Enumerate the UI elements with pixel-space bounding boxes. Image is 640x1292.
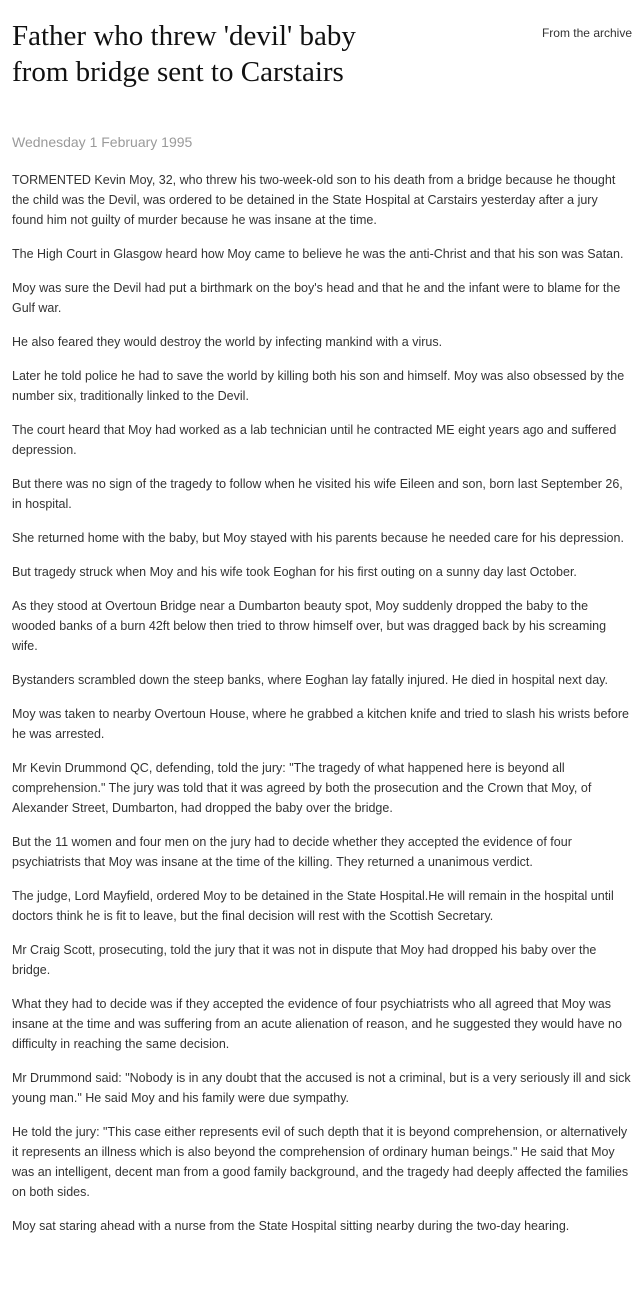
article-paragraph: He also feared they would destroy the world by infecting mankind with a virus.	[12, 335, 443, 349]
article-paragraph: The court heard that Moy had worked as a lab technician until he contracted ME eight years ago and suffered depression.	[12, 423, 617, 457]
article-paragraph: But there was no sign of the tragedy to follow when he visited his wife Eileen and son, born last September 26, in hospital.	[12, 477, 623, 511]
from-the-archive-link[interactable]: From the archive	[541, 26, 632, 40]
article-headline: Father who threw 'devil' baby from bridge sent to Carstairs	[12, 20, 356, 88]
article-paragraph: What they had to decide was if they accepted the evidence of four psychiatrists who all agreed that Moy was insane at the time and was suffering from an acute alienation of reason, and he suggested they would have no difficulty in reaching the same decision.	[12, 997, 622, 1051]
article-paragraph: She returned home with the baby, but Moy stayed with his parents because he needed care for his depression.	[12, 531, 624, 545]
article-paragraph: Mr Drummond said: "Nobody is in any doubt that the accused is not a criminal, but is a very seriously ill and sick young man." He said Moy and his family were due sympathy.	[12, 1071, 631, 1105]
article-paragraph: The judge, Lord Mayfield, ordered Moy to be detained in the State Hospital.He will remain in the hospital until doctors think he is fit to leave, but the final decision will rest with the Scottish Secretary.	[12, 889, 614, 923]
article-paragraph: He told the jury: "This case either represents evil of such depth that it is beyond comprehension, or alternatively it represents an illness which is also beyond the comprehension of ordinary human beings." He said that Moy was an intelligent, decent man from a good family background, and the tragedy had deeply affected the families on both sides.	[12, 1125, 629, 1199]
article-paragraph: As they stood at Overtoun Bridge near a Dumbarton beauty spot, Moy suddenly dropped the baby to the wooded banks of a burn 42ft below then tried to throw himself over, but was dragged back by his screaming wife.	[12, 599, 607, 653]
article-paragraph: Bystanders scrambled down the steep banks, where Eoghan lay fatally injured. He died in hospital next day.	[12, 673, 608, 687]
article-paragraph: Mr Craig Scott, prosecuting, told the jury that it was not in dispute that Moy had dropped his baby over the bridge.	[12, 943, 597, 977]
article-paragraph: The High Court in Glasgow heard how Moy came to believe he was the anti-Christ and that his son was Satan.	[12, 247, 624, 261]
article-paragraph: TORMENTED Kevin Moy, 32, who threw his two-week-old son to his death from a bridge because he thought the child was the Devil, was ordered to be detained in the State Hospital at Carstairs yesterday after a jury found him not guilty of murder because he was insane at the time.	[12, 173, 616, 227]
article-paragraph: Moy was sure the Devil had put a birthmark on the boy's head and that he and the infant were to blame for the Gulf war.	[12, 281, 621, 315]
article-paragraph: Moy was taken to nearby Overtoun House, where he grabbed a kitchen knife and tried to slash his wrists before he was arrested.	[12, 707, 629, 741]
article-paragraph: But the 11 women and four men on the jury had to decide whether they accepted the evidence of four psychiatrists that Moy was insane at the time of the killing. They returned a unanimous verdict.	[12, 835, 572, 869]
article-paragraph: Moy sat staring ahead with a nurse from the State Hospital sitting nearby during the two-day hearing.	[12, 1219, 570, 1233]
article-body	[12, 170, 632, 1250]
article-paragraph: But tragedy struck when Moy and his wife took Eoghan for his first outing on a sunny day last October.	[12, 565, 577, 579]
article-paragraph: Mr Kevin Drummond QC, defending, told the jury: "The tragedy of what happened here is beyond all comprehension." The jury was told that it was agreed by both the prosecution and the Crown that Moy, of Alexander Street, Dumbarton, had dropped the baby over the bridge.	[12, 761, 592, 815]
article-paragraph: Later he told police he had to save the world by killing both his son and himself. Moy was also obsessed by the number six, traditionally linked to the Devil.	[12, 369, 625, 403]
article-date: Wednesday 1 February 1995	[12, 134, 193, 150]
